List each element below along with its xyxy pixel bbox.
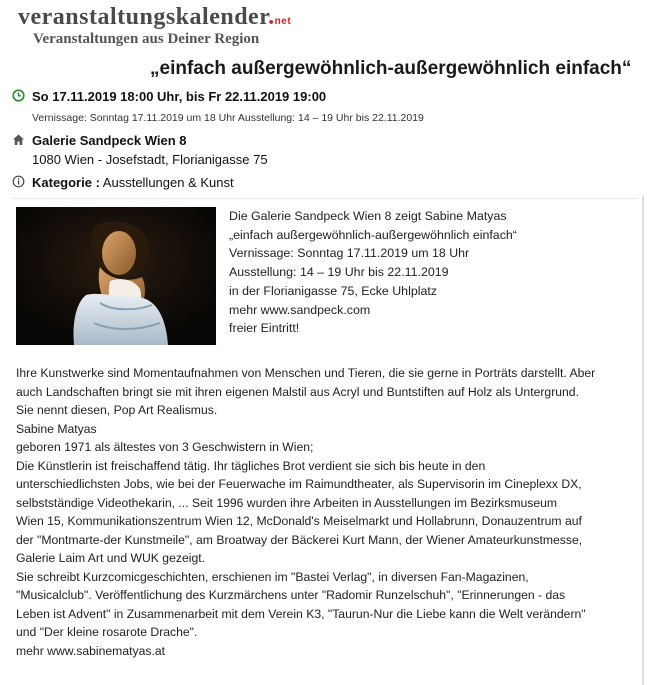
blurb-line: Ausstellung: 14 – 19 Uhr bis 22.11.2019 [229, 265, 449, 280]
description-line: auch Landschaften bringt sie mit ihren eigenen Malstil aus Acryl und Buntstiften auf Holz als Untergrund. [16, 384, 579, 399]
logo-dot: . [268, 4, 275, 30]
description-line: Die Künstlerin ist freischaffend tätig. Ihr tägliches Brot verdient sie sich bis heute in den [16, 458, 486, 473]
description-line: Sie nennt diesen, Pop Art Realismus. [16, 403, 218, 417]
event-venue-row [12, 133, 187, 149]
event-title: „einfach außergewöhnlich-außergewöhnlich einfach“ [150, 58, 632, 79]
event-address: 1080 Wien - Josefstadt, Florianigasse 75 [32, 152, 268, 167]
event-date-row [12, 89, 326, 105]
description-line: der "Montmarte-der Kunstmeile", am Broatway der Bäckerei Kurt Mann, der Wiener Amateurkunstmesse, [16, 532, 583, 547]
category-label: Kategorie : [32, 175, 100, 190]
event-blurb [229, 207, 517, 338]
scrollbar-track[interactable] [642, 195, 644, 685]
description-line: unterschiedlichsten Jobs, wie bei der Feuerwache im Raimundtheater, als Supervisorin im Cineplexx DX, [16, 477, 582, 491]
description-line: Sabine Matyas [16, 421, 97, 436]
description-line: "Musicalclub". Veröffentlichung des Kurzmärchens unter "Radomir Runzelschuh", "Erinnerungen - das [16, 588, 566, 602]
info-icon [12, 175, 26, 191]
event-date: So 17.11.2019 18:00 Uhr, bis Fr 22.11.2019 19:00 [32, 89, 327, 104]
section-divider [12, 198, 638, 199]
description-line: geboren 1971 als ältestes von 3 Geschwistern in Wien; [16, 440, 314, 454]
description-line: mehr www.sabinematyas.at [16, 643, 166, 658]
blurb-line: freier Eintritt! [229, 321, 300, 336]
blurb-line: „einfach außergewöhnlich-außergewöhnlich einfach“ [229, 227, 517, 242]
clock-icon [12, 89, 26, 105]
blurb-line: Vernissage: Sonntag 17.11.2019 um 18 Uhr [229, 246, 470, 261]
event-venue[interactable]: Galerie Sandpeck Wien 8 [32, 133, 187, 148]
event-artwork-image[interactable] [16, 207, 216, 345]
logo-text: veranstaltungskalender [18, 4, 269, 30]
event-category-row [12, 175, 234, 191]
description-line: Galerie Laim Art und WUK gezeigt. [16, 551, 205, 565]
description-line: Ihre Kunstwerke sind Momentaufnahmen von Menschen und Tieren, die sie gerne in Porträts darstellt. Aber [16, 366, 596, 380]
logo-tld: net [274, 16, 292, 27]
site-tagline: Veranstaltungen aus Deiner Region [33, 31, 260, 47]
description-line: und "Der kleine rosarote Drache". [16, 625, 198, 639]
event-subdate: Vernissage: Sonntag 17.11.2019 um 18 Uhr Ausstellung: 14 – 19 Uhr bis 22.11.2019 [32, 112, 424, 124]
home-icon [12, 133, 26, 149]
blurb-line: mehr www.sandpeck.com [229, 302, 371, 317]
description-line: Wien 15, Kommunikationszentrum Wien 12, McDonald's Meiselmarkt und Hollabrunn, Donauzentrum auf [16, 514, 582, 528]
description-line: Sie schreibt Kurzcomicgeschichten, erschienen im "Bastei Verlag", in diversen Fan-Magazinen, [16, 569, 529, 584]
event-description [16, 364, 636, 660]
blurb-line: Die Galerie Sandpeck Wien 8 zeigt Sabine Matyas [229, 209, 507, 223]
blurb-line: in der Florianigasse 75, Ecke Uhlplatz [229, 283, 437, 298]
site-logo[interactable] [18, 4, 291, 31]
description-line: Leben ist Advent" in Zusammenarbeit mit dem Verein K3, "Taurun-Nur die Liebe kann die Welt verändern" [16, 606, 586, 621]
description-line: selbstständige Videothekarin, ... Seit 1996 wurden ihre Arbeiten in Ausstellungen im Bezirksmuseum [16, 495, 558, 510]
category-value[interactable]: Ausstellungen & Kunst [99, 175, 234, 190]
